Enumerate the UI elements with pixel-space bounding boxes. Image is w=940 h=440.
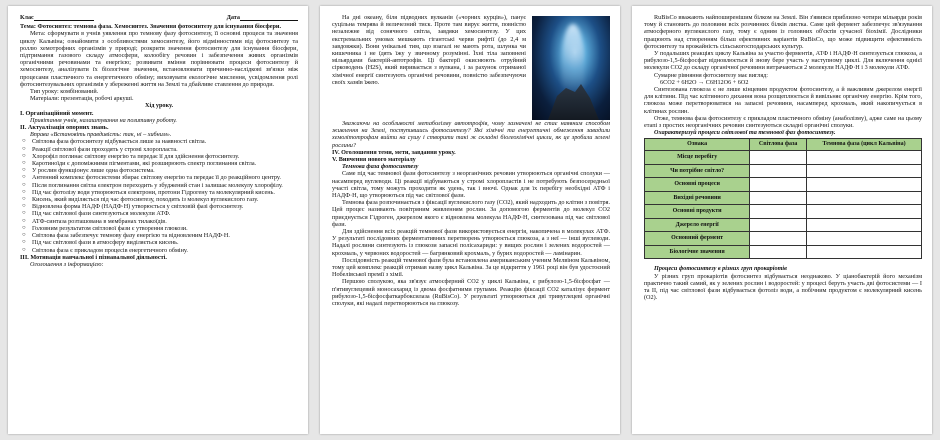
answer-cell[interactable] xyxy=(750,232,807,246)
row-label: Основні процеси xyxy=(645,178,750,192)
row-label: Джерело енергії xyxy=(645,218,750,232)
subsection-title: Процеси фотосинтезу в різних груп прокаріотів xyxy=(654,265,787,273)
list-item: ○ Під час світлової фази в атмосферу виділяється кисень. xyxy=(20,239,298,246)
paragraph: У різних груп прокаріотів фотосинтез відбувається неоднаково. У ціанобактерій його механізм практично такий самий, як у зелених рослин і водоростей: у процесі беруть участь дві фотосистеми — I та II, під час світлової фази відбувається фотоліз води, а побічним продуктом є молекулярний кисень (O2). xyxy=(644,272,922,302)
answer-cell[interactable] xyxy=(807,178,922,192)
date-blank xyxy=(240,15,298,21)
class-label: Клас xyxy=(20,14,34,21)
section-1-text: Привітання учнів, налаштування на позитивну роботу. xyxy=(30,116,177,124)
paragraph: Для здійснення всіх реакцій темнової фази використовується енергія, накопичена в молекулах АТФ. У результаті послідовних ферментативних перетворень утворюється глюкоза, а з неї — інші вуглеводи. Надалі рослини синтезують із глюкози запасні полісахариди: у вищих рослин і зелених водоростей — крохмаль, у червоних водоростей — багрянковий крохмаль, у бурих водоростей — ламінарин. xyxy=(332,228,610,257)
answer-cell[interactable] xyxy=(750,218,807,232)
list-item: ○ У рослин функціонує лише одна фотосистема. xyxy=(20,167,298,174)
section-5-title: V. Вивчення нового матеріалу xyxy=(332,156,416,164)
answer-cell[interactable] xyxy=(807,232,922,246)
answer-cell[interactable] xyxy=(807,164,922,178)
section-2-title: ІІ. Актуалізація опорних знань. xyxy=(20,124,109,132)
section-3-title: ІІІ. Мотивація навчальної і пізнавальної діяльності. xyxy=(20,253,167,261)
row-label: Чи потрібне світло? xyxy=(645,164,750,178)
list-item: ○ АТФ-синтаза розташована в мембранах тилакоїдів. xyxy=(20,218,298,225)
lesson-type: Тип уроку: комбінований. xyxy=(30,88,99,96)
answer-cell[interactable] xyxy=(807,205,922,219)
progress-title: Хід уроку. xyxy=(145,102,173,110)
hydrothermal-vent-image xyxy=(532,16,610,120)
paragraph: У подальших реакціях циклу Кальвіна за участю ферментів, АТФ і НАДФ·Н синтезується глюкоза, а рибулозо-1,5-бісфосфат відновлюється й знову бере участь у наступному циклі. Для включення однієї молекули CO2 до складу органічної речовини витрачаються 2 молекули НАДФ·Н і 3 молекули АТФ. xyxy=(644,50,922,72)
document-page-1 xyxy=(8,6,308,434)
table-header-row xyxy=(645,139,922,151)
table-row xyxy=(645,218,922,232)
phases-table xyxy=(644,138,922,259)
list-item: ○ Кисень, який виділяється під час фотосинтезу, походить із молекул вуглекислого газу. xyxy=(20,196,298,203)
table-row xyxy=(645,205,922,219)
lesson-materials: Матеріали: презентація, робочі аркуші. xyxy=(30,95,134,103)
row-label: Основні продукти xyxy=(645,205,750,219)
paragraph: Отже, темнова фаза фотосинтезу є прикладом пластичного обміну (анаболізму), адже саме на цьому етапі з простих неорганічних речовин синтезуються складні органічні сполуки. xyxy=(644,114,922,130)
section-1-title: І. Організаційний момент. xyxy=(20,109,94,117)
table-row xyxy=(645,232,922,246)
section-3-text: Оголошення з інформацією: xyxy=(30,260,104,268)
header-fields xyxy=(20,14,298,21)
section-4-title: IV. Оголошення теми, мети, завдання уроку. xyxy=(332,148,456,156)
section-2-intro: Вправа «Встановіть правдивість: так, ні – хибним». xyxy=(30,131,172,139)
answer-cell[interactable] xyxy=(750,191,807,205)
list-item: ○ Під час світлової фази синтезуються молекули АТФ. xyxy=(20,210,298,217)
class-blank xyxy=(34,15,94,21)
list-item: ○ Відновлена форма НАДФ (НАДФ·Н) утворюється у світловій фазі фотосинтезу. xyxy=(20,203,298,210)
list-item: ○ Головним результатом світлової фази є утворення глюкози. xyxy=(20,225,298,232)
answer-cell[interactable] xyxy=(807,245,922,259)
table-row xyxy=(645,178,922,192)
document-page-3 xyxy=(632,6,932,434)
paragraph: Синтезована глюкоза є не лише кінцевим продуктом фотосинтезу, а й важливим джерелом енергії для клітини. Під час клітинного дихання вона розщеплюється й вивільняє органічну енергію. Крім того, глюкоза може перетворюватися на запасні речовини, насамперед крохмаль, який накопичується в клітинах рослин. xyxy=(644,86,922,115)
table-header-cell: Світлова фаза xyxy=(750,139,807,151)
intro-block xyxy=(332,14,610,120)
list-item: ○ Світлова фаза забезпечує темнову фазу енергією та відновленим НАДФ·Н. xyxy=(20,232,298,239)
paragraph: RuBisCo вважають найпоширенішим білком на Землі. Він з'явився приблизно чотири мільярди років тому й становить до половини всіх розчинних білків листка. Саме цей фермент забезпечує зв'язування атмосферного вуглекислого газу, тому є одним із головних об'єктів сучасної біохімії. Дослідники працюють над створенням більш ефективних варіантів RuBisCo, що може підвищити ефективність фотосинтезу та врожайність сільськогосподарських культур. xyxy=(644,14,922,50)
paragraph: Саме під час темнової фази фотосинтезу з неорганічних речовин утворюються органічні сполуки — насамперед вуглеводи. Ці реакції відбуваються у стромі хлоропластів і не потребують безпосередньої участі світла, тому можуть проходити як удень, так і вночі. Однак для їх перебігу необхідні АТФ і НАДФ·Н, що утворюються під час світлової фази. xyxy=(332,170,610,200)
paragraph: Послідовність реакцій темнової фази була встановлена американським ученим Мелвіном Кальвіном, тому цей комплекс реакцій отримав назву цикл Кальвіна. За це відкриття у 1961 році він був удостоєний Нобелівської премії з хімії. xyxy=(332,256,610,279)
list-item: ○ Антенний комплекс фотосистеми збирає світлову енергію та передає її до реакційного центру. xyxy=(20,174,298,181)
table-row xyxy=(645,191,922,205)
answer-cell[interactable] xyxy=(750,164,807,178)
answer-cell[interactable] xyxy=(807,218,922,232)
paragraph: Сумарне рівняння фотосинтезу має вигляд: xyxy=(654,71,769,79)
answer-cell[interactable] xyxy=(807,191,922,205)
row-label: Основний фермент xyxy=(645,232,750,246)
document-page-2 xyxy=(320,6,620,434)
lesson-goal: Мета: сформувати в учнів уявлення про темнову фазу фотосинтезу, її основні процеси та значення циклу Кальвіна; ознайомити з особливостями хемосинтезу, його відмінностями від фотосинтезу та роллю хемотрофних організмів у природі; розкрити значення фотосинтезу для існування біосфери, підтримання газового складу атмосфери, колообігу речовин і забезпечення живих організмів органічними речовинами та енергією; розвивати вміння порівнювати процеси фотосинтезу й хемосинтезу, аналізувати їх біологічне значення, встановлювати причинно-наслідкові зв'язки між процесами пластичного та енергетичного обміну; виховувати екологічне мислення, усвідомлення ролі фотосинтезувальних організмів у збереженні життя на Землі та дбайливе ставлення до природи. xyxy=(20,30,298,88)
paragraph: Першою сполукою, яка зв'язує атмосферний CO2 у циклі Кальвіна, є рибулозо-1,5-бісфосфат — п'ятивуглецевий моносахарид із двома фосфатними групами. Реакцію фіксації CO2 каталізує фермент рибулозо-1,5-бісфосфаткарбоксилаза (RuBisCo). У результаті утворюються дві тривуглецеві органічні сполуки, які надалі перетворюються на глюкозу. xyxy=(332,278,610,308)
table-header-cell: Темнова фаза (цикл Кальвіна) xyxy=(807,139,922,151)
dark-phase-title: Темнова фаза фотосинтезу xyxy=(342,163,419,171)
list-item: ○ Каротиноїди є допоміжними пігментами, які розширюють спектр поглинання світла. xyxy=(20,160,298,167)
row-label: Біологічне значення xyxy=(645,245,750,259)
table-row xyxy=(645,245,922,259)
statement-list xyxy=(20,138,298,253)
answer-cell[interactable] xyxy=(750,205,807,219)
list-item: ○ Під час фотолізу води утворюються електрони, протони Гідрогену та молекулярний кисень. xyxy=(20,189,298,196)
row-label: Місце перебігу xyxy=(645,151,750,165)
motivation-question: Зважаючи на особливості метаболізму автотрофів, чому зазначені не стає наявним способом живлення на Землі, поступившись фотосинтезу? Які хімічні та енергетичні обмеження завадили хемолітотрофам вийти на сушу і створити такі ж складні біогеохімічні цикли, як це зробили зелені рослини? xyxy=(332,120,610,149)
lesson-topic: Тема: Фотосинтез: темнова фаза. Хемосинтез. Значення фотосинтезу для існування біосфери. xyxy=(20,23,282,31)
list-item: ○ Після поглинання світла електрон переходить у збуджений стан і залишає молекулу хлорофілу. xyxy=(20,182,298,189)
table-header-cell: Ознака xyxy=(645,139,750,151)
answer-cell[interactable] xyxy=(750,245,807,259)
table-caption: Охарактеризуй процеси світлової та темнової фаз фотосинтезу. xyxy=(654,129,836,137)
list-item: ○ Світлова фаза є прикладом процесів енергетичного обміну. xyxy=(20,247,298,254)
equation: 6CO2 + 6H2O → C6H12O6 + 6O2 xyxy=(660,78,749,86)
table-row xyxy=(645,164,922,178)
list-item: ○ Хлорофіл поглинає світлову енергію та передає її для здійснення фотосинтезу. xyxy=(20,153,298,160)
list-item: ○ Світлова фаза фотосинтезу відбувається лише за наявності світла. xyxy=(20,138,298,145)
answer-cell[interactable] xyxy=(750,151,807,165)
list-item: ○ Реакції світлової фази проходять у стромі хлоропласта. xyxy=(20,146,298,153)
table-row xyxy=(645,151,922,165)
date-label: Дата xyxy=(226,14,240,21)
paragraph: Темнова фаза розпочинається з фіксації вуглекислого газу (CO2), який надходить до клітин з повітря. Цей процес називають повітряним живленням рослин. За допомогою ферментів до молекул CO2 приєднується Гідроген, джерелом якого є відновлена молекула НАДФ·Н, синтезована під час світлової фази. xyxy=(332,199,610,228)
intro-paragraph: На дні океану, біля підводних вулканів («чорних курців»), панує суцільна темрява й величезний тиск. Проте там вирує життя, повністю незалежне від сонячного світла, завдяки хемосинтезу. У цих екстремальних умовах мешкають гігантські черви рифтії (до 2,4 м завдовжки). Вони унікальні тим, що взагалі не мають рота, шлунка чи кишечника і не їдять їжу у звичному розумінні. Їхні тіла заповнені мільярдами бактерій-автотрофів. Ці бактерії окиснюють отруйний сірководень (H2S), який виривається з вулкана, і за рахунок отриманої хімічної енергії синтезують органічні речовини, повністю забезпечуючи своїх хазяїв їжею. xyxy=(332,14,526,86)
answer-cell[interactable] xyxy=(750,178,807,192)
row-label: Вихідні речовини xyxy=(645,191,750,205)
answer-cell[interactable] xyxy=(807,151,922,165)
